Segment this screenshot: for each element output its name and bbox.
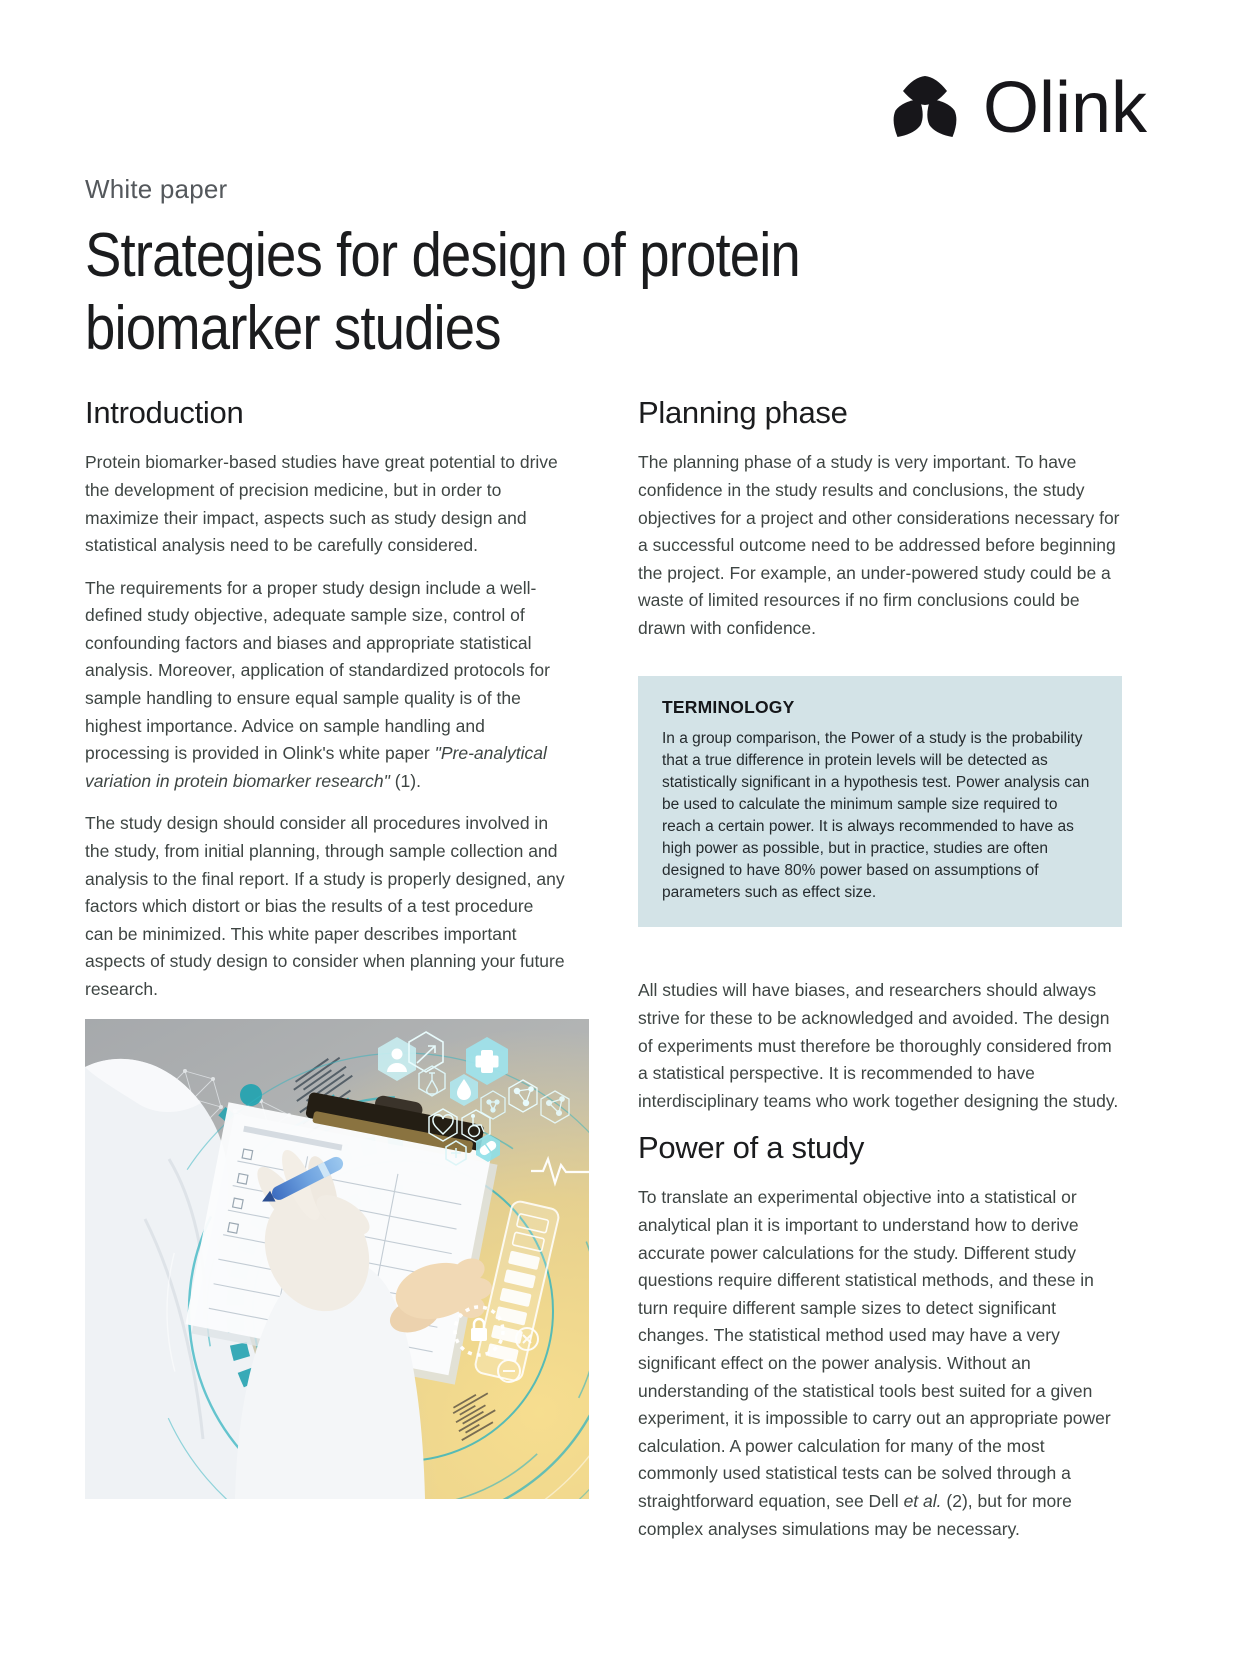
section-heading-power-of-a-study: Power of a study <box>638 1130 865 1166</box>
terminology-heading: TERMINOLOGY <box>662 697 795 718</box>
doc-type-label: White paper <box>85 174 228 204</box>
paragraph: The requirements for a proper study design include a well- defined study objective, adequate sample size, control of confounding factors and biases and appropriate statistical analysis. Moreover, application of standardized protocols for sample handling to ensure equal sample quality is of the highest importance. Advice on sample handling and processing is provided in Olink's white paper "Pre-analytical variation in protein biomarker research" (1). <box>85 577 550 791</box>
paragraph: Protein biomarker-based studies have great potential to drive the development of precision medicine, but in order to maximize their impact, aspects such as study design and statistical analysis need to be carefully considered. <box>85 452 558 556</box>
olink-logo-text: Olink <box>982 68 1147 148</box>
left-column <box>85 395 565 1558</box>
right-column <box>638 395 1122 1558</box>
paragraph: All studies will have biases, and researchers should always strive for these to be acknowledged and avoided. The design of experiments must therefore be thoroughly considered from a statistical perspective. It is recommended to have interdisciplinary teams who work together designing the study. <box>638 980 1119 1111</box>
paragraph: The study design should consider all procedures involved in the study, from initial planning, through sample collection and analysis to the final report. If a study is properly designed, any factors which distort or bias the results of a test procedure can be minimized. This white paper describes important aspects of study design to consider when planning your future research. <box>85 813 565 999</box>
olink-logo <box>891 68 1147 148</box>
terminology-box <box>638 676 1122 927</box>
section-heading-introduction: Introduction <box>85 395 244 431</box>
section-heading-planning-phase: Planning phase <box>638 395 848 431</box>
olink-logo-mark-icon <box>891 76 959 140</box>
paragraph: To translate an experimental objective into a statistical or analytical plan it is important to understand how to derive accurate power calculations for the study. Different study questions require different statistical methods, and these in turn require different sample sizes to detect significant changes. The statistical method used may have a very significant effect on the power analysis. Without an understanding of the statistical tools best suited for a given experiment, it is impossible to carry out an appropriate power calculation. A power calculation for many of the most commonly used statistical tests can be solved through a straightforward equation, see Dell et al. (2), but for more complex analyses simulations may be necessary. <box>638 1187 1111 1539</box>
page-title: Strategies for design of protein biomarker studies <box>85 221 800 364</box>
lab-scientist-photo-illustration <box>85 1019 589 1499</box>
paragraph: The planning phase of a study is very important. To have confidence in the study results and conclusions, the study objectives for a project and other considerations necessary for a successful outcome need to be addressed before beginning the project. For example, an under-powered study could be a waste of limited resources if no firm conclusions could be drawn with confidence. <box>638 452 1120 638</box>
lab-scientist-photo <box>85 1019 589 1499</box>
terminology-body: In a group comparison, the Power of a study is the probability that a true difference in protein levels will be detected as statistically significant in a hypothesis test. Power analysis can be used to calculate the minimum sample size required to reach a certain power. It is always recommended to have as high power as possible, but in practice, studies are often designed to have 80% power based on assumptions of parameters such as effect size. <box>662 730 1090 902</box>
two-column-layout <box>85 395 1122 1558</box>
page-content <box>85 174 1122 1558</box>
